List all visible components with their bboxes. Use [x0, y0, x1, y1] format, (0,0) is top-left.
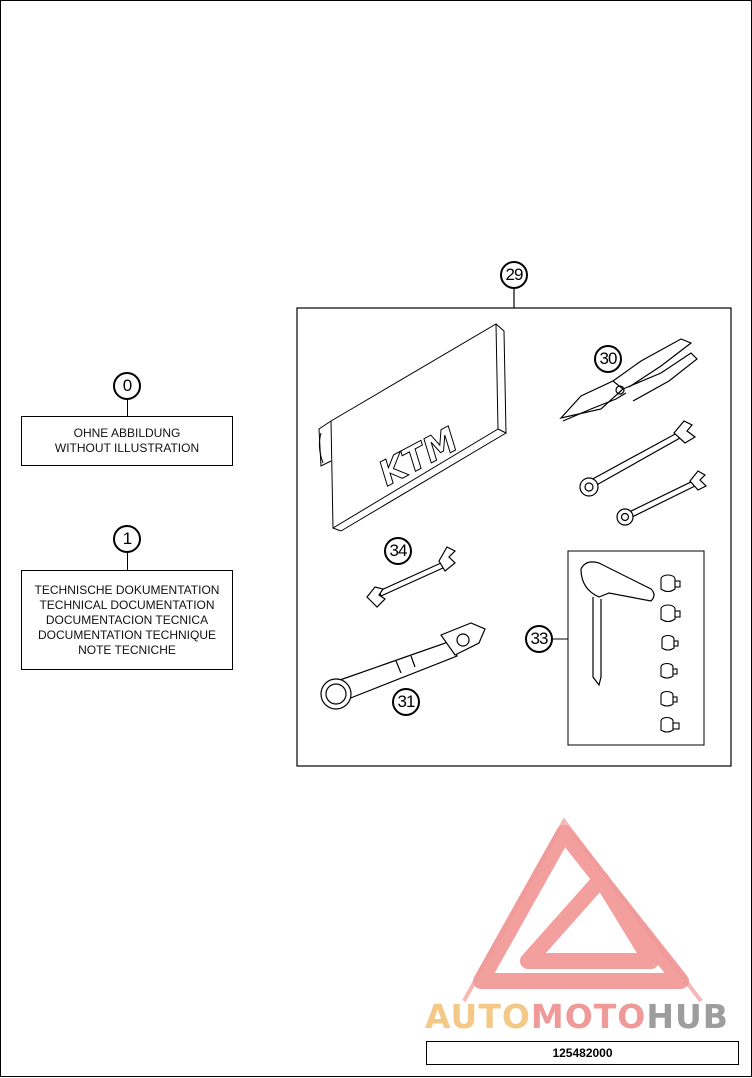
no-illustration-box	[21, 416, 233, 466]
socket-bits	[661, 575, 680, 732]
no-illustration-line-en: WITHOUT ILLUSTRATION	[54, 441, 200, 455]
watermark-brand-moto: MOTO	[530, 997, 647, 1036]
documentation-line-en: TECHNICAL DOCUMENTATION	[39, 597, 215, 612]
callout-29: 29	[500, 261, 528, 289]
callout-34: 34	[384, 537, 412, 565]
documentation-box	[21, 570, 233, 670]
callout-1: 1	[113, 525, 141, 553]
t-handle-illustration	[581, 562, 654, 685]
pliers-illustration	[561, 339, 697, 421]
combination-wrench-large	[580, 421, 695, 496]
part-number: 125482000	[552, 1046, 613, 1060]
documentation-line-es: DOCUMENTACION TECNICA	[45, 612, 209, 627]
documentation-line-it: NOTE TECNICHE	[78, 642, 176, 657]
callout-33: 33	[525, 625, 553, 653]
combination-wrench-small	[617, 471, 706, 525]
ktm-logo: KTM	[372, 419, 465, 495]
callout-30: 30	[594, 345, 622, 373]
callout-31: 31	[392, 688, 420, 716]
documentation-line-de: TECHNISCHE DOKUMENTATION	[34, 582, 220, 597]
callout-0: 0	[113, 372, 141, 400]
watermark-brand-auto: AUTO	[425, 997, 531, 1036]
callout-leader-1	[127, 553, 128, 570]
documentation-line-fr: DOCUMENTATION TECHNIQUE	[37, 627, 216, 642]
watermark-brand-hub: HUB	[646, 997, 729, 1036]
part-number-box	[426, 1041, 739, 1065]
no-illustration-line-de: OHNE ABBILDUNG	[73, 426, 181, 440]
watermark-brand-text	[425, 997, 729, 1036]
tool-bag-illustration	[319, 324, 506, 531]
callout-leader-0	[127, 399, 128, 416]
